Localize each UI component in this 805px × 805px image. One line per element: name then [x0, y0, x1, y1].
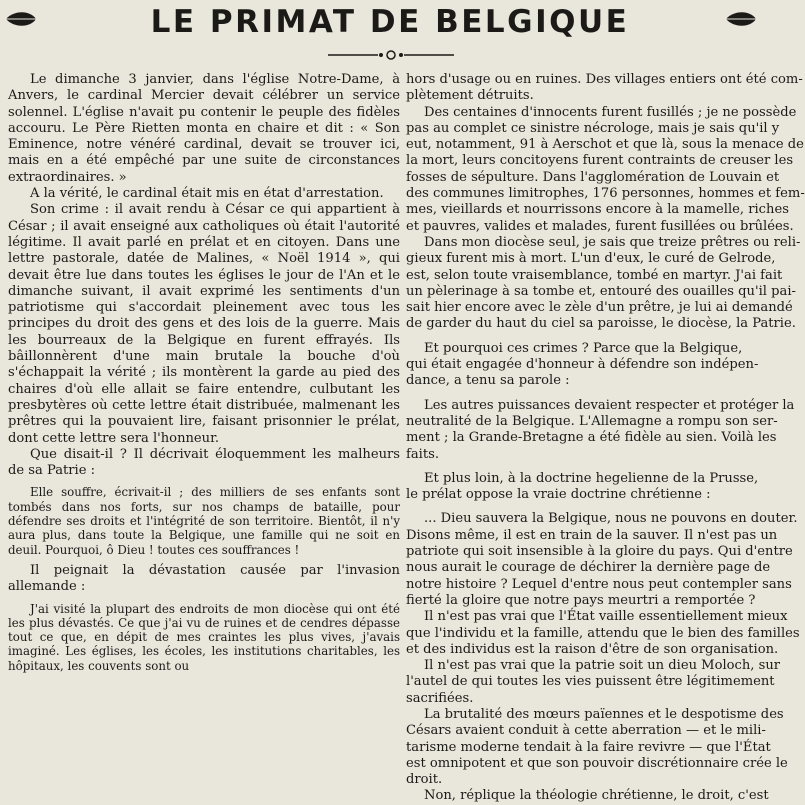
text-line: est, selon toute vraisemblance, tombé en martyr. J'ai fait [406, 267, 783, 283]
text-line: Les autres puissances devaient respecter et protéger la [424, 397, 795, 413]
text-line: Et pourquoi ces crimes ? Parce que la Belgique, [424, 340, 743, 356]
text-line: fosses de sépulture. Dans l'agglomération de Louvain et [406, 169, 780, 185]
paragraph-arrest: A la vérité, le cardinal était mis en état d'arrestation. [30, 186, 384, 202]
text-line: ... Dieu sauvera la Belgique, nous ne pouvons en douter. [424, 511, 798, 527]
quote-visit: J'ai visité la plupart des endroits de mon diocèse qui ont été les plus dévastés. Ce que j'ai vu de ruines et de cendres dépasse tout ce que, en dépit de mes craintes les plus vives, j'avais imaginé. Les églises, les écoles, les institutions charitables, les hôpitaux, les couvents sont ou [8, 601, 400, 673]
article-title: LE PRIMAT DE BELGIQUE [150, 4, 630, 40]
text-line: Césars avaient conduit à cette aberration — et le mili- [406, 723, 766, 739]
text-line: Il n'est pas vrai que l'État vaille essentiellement mieux [424, 609, 788, 625]
text-line: de garder du haut du ciel sa paroisse, le diocèse, la Patrie. [406, 316, 796, 332]
text-line: Il n'est pas vrai que la patrie soit un dieu Moloch, sur [424, 658, 781, 674]
text-line: Disons même, il est en train de la sauver. Il n'est pas un [406, 527, 778, 543]
text-line: mes, vieillards et nourrissons encore à la mamelle, riches [406, 202, 789, 218]
text-line: notre histoire ? Lequel d'entre nous peut contempler sans [406, 576, 792, 592]
paragraph-intro: Le dimanche 3 janvier, dans l'église Notre-Dame, à Anvers, le cardinal Mercier devait célébrer un service solennel. L'église n'avait pu contenir le peuple des fidèles accouru. Le Père Rietten monta en chaire et dit : « Son Eminence, notre vénéré cardinal, devait se trouver ici, mais en a été empêché par une suite de circonstances extraordinaires. » [8, 72, 400, 185]
paragraph-crime: Son crime : il avait rendu à César ce qui appartient à César ; il avait enseigné aux catholiques où était l'autorité légitime. Il avait parlé en prélat et en citoyen. Dans une lettre pastorale, datée de Malines, « Noël 1914 », qui devait être lue dans toutes les églises le jour de l'An et le dimanche suivant, il avait exprimé les sentiments d'un patriotisme qui s'accordait pleinement avec tous les principes du droit des gens et des lois de la guerre. Mais les bourreaux de la Belgique en furent effrayés. Ils bâillonnèrent d'une main brutale la bouche d'où s'échappait la vérité ; ils montèrent la garde au pied des chaires d'où elle allait se faire entendre, culbutant les presbytères où cette lettre était distribuée, malmenant les prêtres qui la pouvaient lire, faisant prisonnier le prélat, dont cette lettre sera l'honneur. [8, 202, 400, 446]
text-line: Non, réplique la théologie chrétienne, le droit, c'est [424, 788, 769, 804]
text-line: tarisme moderne tendait à la faire revivre — que l'État [406, 739, 771, 755]
text-line: l'autel de qui toutes les vies puissent être légitimement [406, 674, 775, 690]
text-line: un pèlerinage à sa tombe et, entouré des ouailles qu'il pai- [406, 283, 796, 299]
text-line: patriote qui soit insensible à la gloire du pays. Qui d'entre [406, 544, 793, 560]
left-column [8, 72, 400, 700]
text-line: sacrifiées. [406, 690, 474, 706]
paragraph-question: Que disait-il ? Il décrivait éloquemment les malheurs de sa Patrie : [8, 446, 400, 479]
text-line: la mort, leurs concitoyens furent contraints de creuser les [406, 153, 794, 169]
article-header [0, 0, 762, 66]
text-line: plètement détruits. [406, 88, 534, 104]
text-line: que l'individu et la famille, attendu que le bien des familles [406, 625, 800, 641]
title-divider-ornament [326, 48, 456, 62]
text-line: droit. [406, 772, 443, 788]
text-line: et des individus est la raison d'être de son organisation. [406, 641, 779, 657]
text-line: Des centaines d'innocents furent fusillés ; je ne possède [424, 104, 797, 120]
text-line: Et plus loin, à la doctrine hegelienne de la Prusse, [424, 470, 759, 486]
text-line: qui était engagée d'honneur à défendre son indépen- [406, 357, 759, 373]
text-line: le prélat oppose la vraie doctrine chrétienne : [406, 487, 711, 503]
quote-suffering: Elle souffre, écrivait-il ; des milliers de ses enfants sont tombés dans nos forts, sur nos champs de bataille, pour défendre ses droits et l'intégrité de son territoire. Bientôt, il n'y aura plus, dans toute la Belgique, une famille qui ne soit en deuil. Pourquoi, ô Dieu ! toutes ces souffrances ! [8, 485, 400, 557]
text-line: neutralité de la Belgique. L'Allemagne a rompu son ser- [406, 413, 778, 429]
text-line: hors d'usage ou en ruines. Des villages entiers ont été com- [406, 72, 803, 87]
left-leaf-ornament [4, 10, 38, 28]
text-line: Dans mon diocèse seul, je sais que treize prêtres ou reli- [424, 234, 801, 250]
text-line: La brutalité des mœurs païennes et le despotisme des [424, 706, 784, 722]
text-line: fierté la gloire que notre pays meurtri a remportée ? [406, 592, 756, 608]
text-line: gieux furent mis à mort. L'un d'eux, le curé de Gelrode, [406, 251, 776, 267]
right-leaf-ornament [724, 10, 758, 28]
right-column [406, 72, 805, 804]
text-line: nous aurait le courage de déchirer la dernière page de [406, 560, 771, 576]
paragraph-devastation: Il peignait la dévastation causée par l'invasion allemande : [8, 562, 400, 595]
text-line: ment ; la Grande-Bretagne a été fidèle au sien. Voilà les [406, 430, 777, 446]
text-line: des communes limitrophes, 176 personnes, hommes et fem- [406, 186, 805, 202]
text-line: est omnipotent et que son pouvoir discrétionnaire crée le [406, 755, 788, 771]
text-line: et pauvres, valides et malades, furent fusillées ou brûlées. [406, 218, 794, 234]
text-line: pas au complet ce sinistre nécrologe, mais je sais qu'il y [406, 120, 780, 136]
text-line: dance, a tenu sa parole : [406, 373, 570, 389]
text-line: faits. [406, 446, 439, 462]
text-line: eut, notamment, 91 à Aerschot et que là, sous la menace de [406, 137, 804, 153]
text-line: sait hier encore avec le zèle d'un prêtre, je lui ai demandé [406, 300, 793, 316]
